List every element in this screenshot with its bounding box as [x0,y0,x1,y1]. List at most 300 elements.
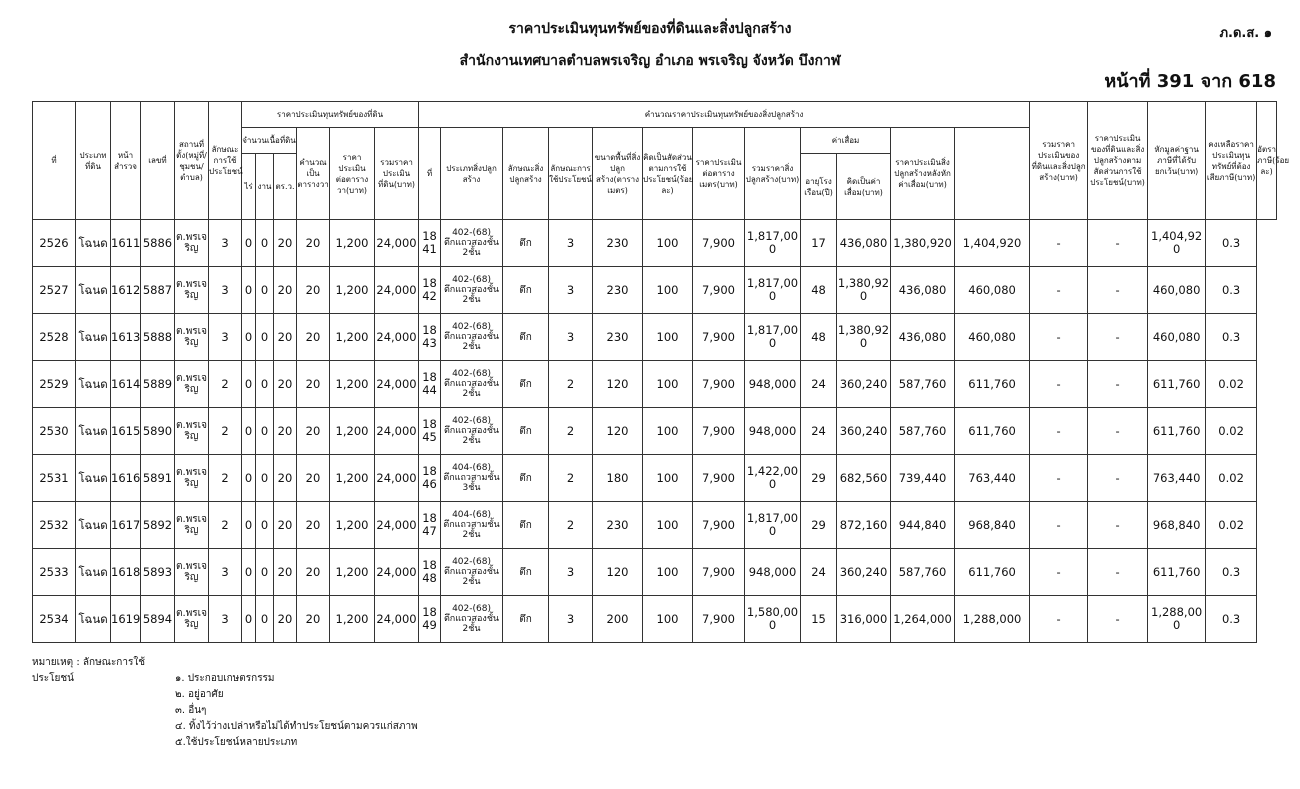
cell-calc-sqwa: 20 [297,502,330,549]
cell-land-total: 24,000 [375,408,419,455]
col-grand-total: รวมราคาประเมินของที่ดินและสิ่งปลูกสร้าง(บาท) [1030,102,1088,220]
cell-location: ต.พรเจริญ [175,408,209,455]
cell-ngan: 0 [256,549,274,596]
cell-taxable: 611,760 [1148,361,1206,408]
table-row [33,314,1277,361]
cell-building-no: 1846 [419,455,441,502]
group-land-area: จำนวนเนื้อที่ดิน [242,128,297,154]
group-land-value: ราคาประเมินทุนทรัพย์ของที่ดิน [242,102,419,128]
cell-survey-page: 1611 [111,220,141,267]
cell-price-per-sqwa: 1,200 [330,596,375,643]
cell-after-depreciation: 739,440 [891,455,955,502]
notes [32,655,418,751]
cell-taxable: 1,288,000 [1148,596,1206,643]
cell-age: 24 [801,408,837,455]
cell-sqwa: 20 [274,596,297,643]
cell-building-total: 1,817,000 [745,314,801,361]
cell-ngan: 0 [256,596,274,643]
report-subtitle: สำนักงานเทศบาลตำบลพรเจริญ อำเภอ พรเจริญ จังหวัด บึงกาฬ [459,53,841,69]
cell-building-area: 120 [593,408,643,455]
page-info: หน้าที่ 391 จาก 618 [1104,71,1276,92]
cell-grand-total: 1,288,000 [955,596,1030,643]
col-price-per-sqwa: ราคาประเมินต่อตารางวา(บาท) [330,128,375,220]
cell-tax-rate: 0.3 [1206,314,1257,361]
cell-building-use: 2 [549,502,593,549]
cell-exemption: - [1088,220,1148,267]
cell-price-per-sqm: 7,900 [693,361,745,408]
cell-taxable: 611,760 [1148,549,1206,596]
group-building-calc: คำนวณราคาประเมินทุนทรัพย์ของสิ่งปลูกสร้าง [419,102,1030,128]
cell-depreciation-value: 360,240 [837,549,891,596]
cell-price-per-sqwa: 1,200 [330,220,375,267]
cell-rai: 0 [242,361,256,408]
cell-rai: 0 [242,502,256,549]
cell-grand-total: 611,760 [955,361,1030,408]
cell-price-per-sqm: 7,900 [693,455,745,502]
cell-building-type: 402-(68) ตึกแถวสองชั้น 2ชั้น [441,549,503,596]
col-deed-type: ประเภทที่ดิน [76,102,111,220]
cell-grand-total: 460,080 [955,314,1030,361]
cell-after-depreciation: 944,840 [891,502,955,549]
cell-tax-rate: 0.3 [1206,267,1257,314]
col-building-total: รวมราคาสิ่งปลูกสร้าง(บาท) [745,128,801,220]
col-building-kind: ลักษณะสิ่งปลูกสร้าง [503,128,549,220]
cell-number: 5894 [141,596,175,643]
cell-taxable: 763,440 [1148,455,1206,502]
cell-building-total: 1,817,000 [745,267,801,314]
cell-after-depreciation: 587,760 [891,408,955,455]
cell-price-per-sqwa: 1,200 [330,361,375,408]
cell-age: 24 [801,549,837,596]
cell-building-type: 402-(68) ตึกแถวสองชั้น 2ชั้น [441,267,503,314]
cell-depreciation-value: 436,080 [837,220,891,267]
cell-tax-rate: 0.02 [1206,408,1257,455]
cell-land-total: 24,000 [375,361,419,408]
note-item: ๓. อื่นๆ [175,705,207,716]
col-price-per-sqm: ราคาประเมินต่อตารางเมตร(บาท) [693,128,745,220]
cell-after-depreciation: 587,760 [891,361,955,408]
cell-building-type: 402-(68) ตึกแถวสองชั้น 2ชั้น [441,220,503,267]
table-row [33,408,1277,455]
cell-proportional: - [1030,408,1088,455]
cell-tax-rate: 0.3 [1206,596,1257,643]
cell-after-depreciation: 1,380,920 [891,220,955,267]
cell-building-use: 3 [549,549,593,596]
cell-location: ต.พรเจริญ [175,314,209,361]
cell-building-ratio: 100 [643,408,693,455]
table-row [33,549,1277,596]
cell-rai: 0 [242,408,256,455]
cell-exemption: - [1088,408,1148,455]
cell-depreciation-value: 316,000 [837,596,891,643]
cell-rai: 0 [242,596,256,643]
col-rai: ไร่ [242,154,256,220]
cell-number: 5888 [141,314,175,361]
cell-grand-total: 611,760 [955,549,1030,596]
col-depreciation-value: คิดเป็นค่าเสื่อม(บาท) [837,154,891,220]
col-building-type: ประเภทสิ่งปลูกสร้าง [441,128,503,220]
cell-after-depreciation: 436,080 [891,267,955,314]
cell-building-no: 1847 [419,502,441,549]
col-location: สถานที่ตั้ง(หมู่ที่/ชุมชน/ตำบล) [175,102,209,220]
cell-number: 5890 [141,408,175,455]
col-use-type: ลักษณะการใช้ประโยชน์ [209,102,242,220]
cell-proportional: - [1030,502,1088,549]
cell-survey-page: 1618 [111,549,141,596]
cell-use-type: 2 [209,455,242,502]
cell-survey-page: 1616 [111,455,141,502]
cell-rai: 0 [242,314,256,361]
cell-grand-total: 763,440 [955,455,1030,502]
col-calc-sqwa: คำนวณเป็นตารางวา [297,128,330,220]
cell-depreciation-value: 1,380,920 [837,314,891,361]
note-item: ๑. ประกอบเกษตรกรรม [175,673,275,684]
cell-building-ratio: 100 [643,220,693,267]
cell-building-type: 404-(68) ตึกแถวสามชั้น 2ชั้น [441,502,503,549]
cell-ngan: 0 [256,502,274,549]
cell-sqwa: 20 [274,408,297,455]
cell-exemption: - [1088,549,1148,596]
cell-calc-sqwa: 20 [297,361,330,408]
cell-proportional: - [1030,549,1088,596]
cell-building-kind: ตึก [503,549,549,596]
cell-exemption: - [1088,596,1148,643]
cell-use-type: 3 [209,596,242,643]
cell-ngan: 0 [256,408,274,455]
col-land-total: รวมราคาประเมินที่ดิน(บาท) [375,128,419,220]
note-item: ๕.ใช้ประโยชน์หลายประเภท [175,737,298,748]
cell-building-use: 3 [549,596,593,643]
cell-age: 48 [801,314,837,361]
col-ngan: งาน [256,154,274,220]
cell-building-total: 1,422,000 [745,455,801,502]
cell-land-total: 24,000 [375,549,419,596]
cell-building-type: 402-(68) ตึกแถวสองชั้น 2ชั้น [441,408,503,455]
col-taxable: คงเหลือราคาประเมินทุนทรัพย์ที่ต้องเสียภาษี(บาท) [1206,102,1257,220]
cell-exemption: - [1088,361,1148,408]
cell-ngan: 0 [256,267,274,314]
cell-use-type: 2 [209,361,242,408]
cell-rai: 0 [242,455,256,502]
cell-use-type: 3 [209,267,242,314]
cell-age: 29 [801,455,837,502]
cell-building-ratio: 100 [643,502,693,549]
cell-survey-page: 1612 [111,267,141,314]
cell-building-type: 402-(68) ตึกแถวสองชั้น 2ชั้น [441,314,503,361]
cell-use-type: 3 [209,549,242,596]
cell-building-no: 1841 [419,220,441,267]
col-number: เลขที่ [141,102,175,220]
cell-depreciation-value: 872,160 [837,502,891,549]
cell-building-ratio: 100 [643,549,693,596]
cell-price-per-sqm: 7,900 [693,502,745,549]
cell-sqwa: 20 [274,220,297,267]
cell-number: 5886 [141,220,175,267]
cell-building-ratio: 100 [643,314,693,361]
table-row [33,361,1277,408]
cell-age: 48 [801,267,837,314]
cell-rai: 0 [242,220,256,267]
cell-survey-page: 1615 [111,408,141,455]
cell-price-per-sqm: 7,900 [693,549,745,596]
cell-taxable: 968,840 [1148,502,1206,549]
cell-calc-sqwa: 20 [297,596,330,643]
table-row [33,220,1277,267]
cell-sqwa: 20 [274,549,297,596]
cell-price-per-sqm: 7,900 [693,314,745,361]
cell-building-kind: ตึก [503,502,549,549]
cell-building-area: 230 [593,267,643,314]
cell-building-type: 402-(68) ตึกแถวสองชั้น 2ชั้น [441,361,503,408]
cell-proportional: - [1030,314,1088,361]
cell-building-ratio: 100 [643,267,693,314]
table-row [33,267,1277,314]
table-row [33,455,1277,502]
cell-sqwa: 20 [274,314,297,361]
cell-building-no: 1844 [419,361,441,408]
notes-label: หมายเหตุ : ลักษณะการใช้ประโยชน์ [32,657,146,684]
cell-deed-type: โฉนด [76,267,111,314]
cell-calc-sqwa: 20 [297,455,330,502]
cell-taxable: 1,404,920 [1148,220,1206,267]
cell-land-total: 24,000 [375,502,419,549]
cell-building-no: 1849 [419,596,441,643]
cell-sqwa: 20 [274,267,297,314]
form-code: ภ.ด.ส. ๑ [1219,26,1272,41]
cell-building-no: 1842 [419,267,441,314]
cell-building-total: 1,817,000 [745,502,801,549]
cell-deed-type: โฉนด [76,408,111,455]
cell-location: ต.พรเจริญ [175,361,209,408]
cell-depreciation-value: 682,560 [837,455,891,502]
cell-building-area: 120 [593,361,643,408]
cell-after-depreciation: 436,080 [891,314,955,361]
cell-deed-type: โฉนด [76,361,111,408]
cell-price-per-sqm: 7,900 [693,220,745,267]
cell-price-per-sqwa: 1,200 [330,408,375,455]
col-age: อายุโรงเรือน(ปี) [801,154,837,220]
cell-land-total: 24,000 [375,267,419,314]
cell-tax-rate: 0.02 [1206,455,1257,502]
cell-deed-type: โฉนด [76,314,111,361]
cell-location: ต.พรเจริญ [175,220,209,267]
cell-age: 15 [801,596,837,643]
assessment-table [32,101,1290,643]
cell-building-area: 180 [593,455,643,502]
cell-number: 5887 [141,267,175,314]
cell-sqwa: 20 [274,361,297,408]
col-after-depreciation: ราคาประเมินสิ่งปลูกสร้างหลังหักค่าเสื่อม(บาท) [891,128,955,220]
cell-survey-page: 1614 [111,361,141,408]
group-depreciation: ค่าเสื่อม [801,128,891,154]
cell-deed-type: โฉนด [76,455,111,502]
cell-ngan: 0 [256,220,274,267]
cell-deed-type: โฉนด [76,502,111,549]
cell-grand-total: 968,840 [955,502,1030,549]
cell-ngan: 0 [256,314,274,361]
cell-survey-page: 1613 [111,314,141,361]
cell-no: 2529 [33,361,76,408]
col-proportional: ราคาประเมินของที่ดินและสิ่งปลูกสร้างตามสัดส่วนการใช้ประโยชน์(บาท) [1088,102,1148,220]
report-title: ราคาประเมินทุนทรัพย์ของที่ดินและสิ่งปลูกสร้าง [508,21,792,37]
cell-price-per-sqm: 7,900 [693,596,745,643]
cell-building-type: 402-(68) ตึกแถวสองชั้น 2ชั้น [441,596,503,643]
cell-exemption: - [1088,267,1148,314]
cell-price-per-sqm: 7,900 [693,267,745,314]
cell-building-total: 1,580,000 [745,596,801,643]
cell-building-area: 230 [593,220,643,267]
cell-no: 2533 [33,549,76,596]
cell-exemption: - [1088,502,1148,549]
cell-building-area: 200 [593,596,643,643]
cell-sqwa: 20 [274,455,297,502]
cell-building-kind: ตึก [503,220,549,267]
cell-proportional: - [1030,361,1088,408]
table-row [33,502,1277,549]
cell-no: 2531 [33,455,76,502]
cell-building-use: 2 [549,361,593,408]
cell-number: 5889 [141,361,175,408]
cell-building-total: 1,817,000 [745,220,801,267]
cell-grand-total: 460,080 [955,267,1030,314]
cell-taxable: 460,080 [1148,267,1206,314]
cell-depreciation-value: 360,240 [837,408,891,455]
cell-tax-rate: 0.02 [1206,502,1257,549]
cell-tax-rate: 0.3 [1206,220,1257,267]
cell-price-per-sqm: 7,900 [693,408,745,455]
cell-no: 2527 [33,267,76,314]
cell-price-per-sqwa: 1,200 [330,502,375,549]
cell-grand-total: 611,760 [955,408,1030,455]
cell-rai: 0 [242,549,256,596]
cell-building-kind: ตึก [503,408,549,455]
cell-use-type: 3 [209,314,242,361]
cell-depreciation-value: 1,380,920 [837,267,891,314]
col-no: ที่ [33,102,76,220]
cell-building-kind: ตึก [503,267,549,314]
cell-price-per-sqwa: 1,200 [330,455,375,502]
cell-calc-sqwa: 20 [297,408,330,455]
cell-number: 5891 [141,455,175,502]
cell-taxable: 611,760 [1148,408,1206,455]
cell-building-total: 948,000 [745,361,801,408]
cell-proportional: - [1030,220,1088,267]
cell-use-type: 2 [209,408,242,455]
cell-building-type: 404-(68) ตึกแถวสามชั้น 3ชั้น [441,455,503,502]
cell-building-use: 3 [549,314,593,361]
cell-building-kind: ตึก [503,361,549,408]
cell-deed-type: โฉนด [76,596,111,643]
cell-taxable: 460,080 [1148,314,1206,361]
cell-land-total: 24,000 [375,314,419,361]
cell-land-total: 24,000 [375,220,419,267]
col-building-use: ลักษณะการใช้ประโยชน์ [549,128,593,220]
cell-number: 5893 [141,549,175,596]
cell-proportional: - [1030,455,1088,502]
cell-location: ต.พรเจริญ [175,549,209,596]
cell-building-no: 1843 [419,314,441,361]
cell-age: 24 [801,361,837,408]
cell-building-area: 230 [593,314,643,361]
cell-after-depreciation: 1,264,000 [891,596,955,643]
cell-no: 2528 [33,314,76,361]
cell-ngan: 0 [256,361,274,408]
col-survey-page: หน้าสำรวจ [111,102,141,220]
cell-deed-type: โฉนด [76,220,111,267]
col-building-no: ที่ [419,128,441,220]
cell-sqwa: 20 [274,502,297,549]
cell-building-ratio: 100 [643,596,693,643]
cell-building-use: 3 [549,267,593,314]
cell-deed-type: โฉนด [76,549,111,596]
cell-depreciation-value: 360,240 [837,361,891,408]
cell-building-area: 120 [593,549,643,596]
cell-price-per-sqwa: 1,200 [330,314,375,361]
cell-building-no: 1848 [419,549,441,596]
cell-price-per-sqwa: 1,200 [330,549,375,596]
cell-building-total: 948,000 [745,408,801,455]
cell-building-kind: ตึก [503,596,549,643]
col-building-area: ขนาดพื้นที่สิ่งปลูกสร้าง(ตารางเมตร) [593,128,643,220]
cell-building-use: 3 [549,220,593,267]
cell-building-use: 2 [549,455,593,502]
cell-age: 29 [801,502,837,549]
col-sqwa: ตร.ว. [274,154,297,220]
cell-land-total: 24,000 [375,455,419,502]
cell-rai: 0 [242,267,256,314]
cell-building-kind: ตึก [503,455,549,502]
cell-no: 2534 [33,596,76,643]
table-row [33,596,1277,643]
cell-calc-sqwa: 20 [297,549,330,596]
cell-exemption: - [1088,455,1148,502]
col-building-ratio: คิดเป็นสัดส่วนตามการใช้ประโยชน์(ร้อยละ) [643,128,693,220]
cell-location: ต.พรเจริญ [175,455,209,502]
cell-proportional: - [1030,267,1088,314]
cell-no: 2526 [33,220,76,267]
cell-grand-total: 1,404,920 [955,220,1030,267]
cell-building-kind: ตึก [503,314,549,361]
note-item: ๒. อยู่อาศัย [175,689,224,700]
cell-building-use: 2 [549,408,593,455]
cell-building-ratio: 100 [643,361,693,408]
cell-survey-page: 1619 [111,596,141,643]
col-exemption: หักมูลค่าฐานภาษีที่ได้รับยกเว้น(บาท) [1148,102,1206,220]
note-item: ๔. ทิ้งไว้ว่างเปล่าหรือไม่ได้ทำประโยชน์ตามควรแก่สภาพ [175,721,418,732]
cell-age: 17 [801,220,837,267]
cell-tax-rate: 0.3 [1206,549,1257,596]
cell-calc-sqwa: 20 [297,314,330,361]
cell-land-total: 24,000 [375,596,419,643]
cell-building-total: 948,000 [745,549,801,596]
cell-building-ratio: 100 [643,455,693,502]
cell-building-area: 230 [593,502,643,549]
cell-calc-sqwa: 20 [297,220,330,267]
cell-ngan: 0 [256,455,274,502]
cell-building-no: 1845 [419,408,441,455]
cell-exemption: - [1088,314,1148,361]
cell-number: 5892 [141,502,175,549]
cell-no: 2530 [33,408,76,455]
cell-use-type: 3 [209,220,242,267]
cell-location: ต.พรเจริญ [175,596,209,643]
cell-location: ต.พรเจริญ [175,267,209,314]
cell-price-per-sqwa: 1,200 [330,267,375,314]
cell-proportional: - [1030,596,1088,643]
cell-survey-page: 1617 [111,502,141,549]
cell-use-type: 2 [209,502,242,549]
cell-no: 2532 [33,502,76,549]
